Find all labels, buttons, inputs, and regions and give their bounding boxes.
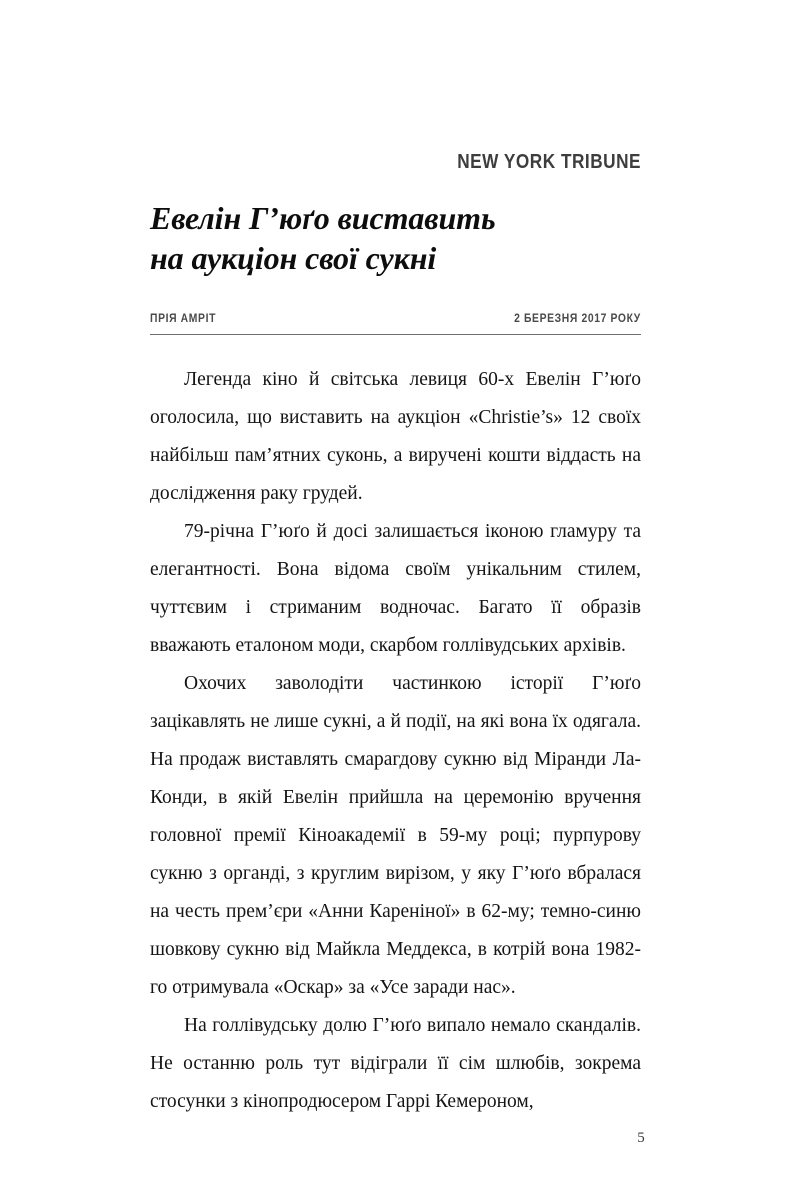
byline-author: ПРІЯ АМРІТ	[150, 313, 217, 325]
page-number: 5	[637, 1130, 645, 1146]
byline-row	[150, 314, 641, 326]
article-body	[150, 361, 641, 1121]
article-headline	[150, 198, 641, 278]
body-paragraph: Охочих заволодіти частинкою історії Г’юґо зацікавлять не лише сукні, а й події, на які вона їх одягала. На продаж виставлять смарагдову сукню від Міранди Ла-Конди, в якій Евелін прийшла на церемонію вручення головної премії Кіноакадемії в 59-му році; пурпурову сукню з органді, з круглим вирізом, у яку Г’юґо вбралася на честь прем’єри «Анни Кареніної» в 62-му; темно-синю шовкову сукню від Майкла Меддекса, в котрій вона 1982-го отримувала «Оскар» за «Усе заради нас».	[150, 672, 641, 998]
body-paragraph: Легенда кіно й світська левиця 60-х Евелін Г’юґо оголосила, що виставить на аукціон «Christie’s» 12 своїх найбільш пам’ятних суконь, а виручені кошти віддасть на дослідження раку грудей.	[150, 368, 641, 504]
newspaper-masthead: NEW YORK TRIBUNE	[457, 151, 641, 173]
byline-date: 2 БЕРЕЗНЯ 2017 РОКУ	[514, 313, 641, 325]
page-content	[150, 0, 641, 1121]
body-paragraph: 79-річна Г’юґо й досі залишається іконою гламуру та елегантності. Вона відома своїм унікальним стилем, чуттєвим і стриманим водночас. Багато її образів вважають еталоном моди, скарбом голлівудських архівів.	[150, 520, 641, 656]
headline-line-1: Евелін Г’юґо виставить	[150, 200, 496, 236]
byline-divider	[150, 334, 641, 335]
headline-line-2: на аукціон свої сукні	[150, 240, 437, 276]
body-paragraph: На голлівудську долю Г’юґо випало немало скандалів. Не останню роль тут відіграли її сім шлюбів, зокрема стосунки з кінопродюсером Гаррі Кемероном,	[150, 1014, 641, 1112]
